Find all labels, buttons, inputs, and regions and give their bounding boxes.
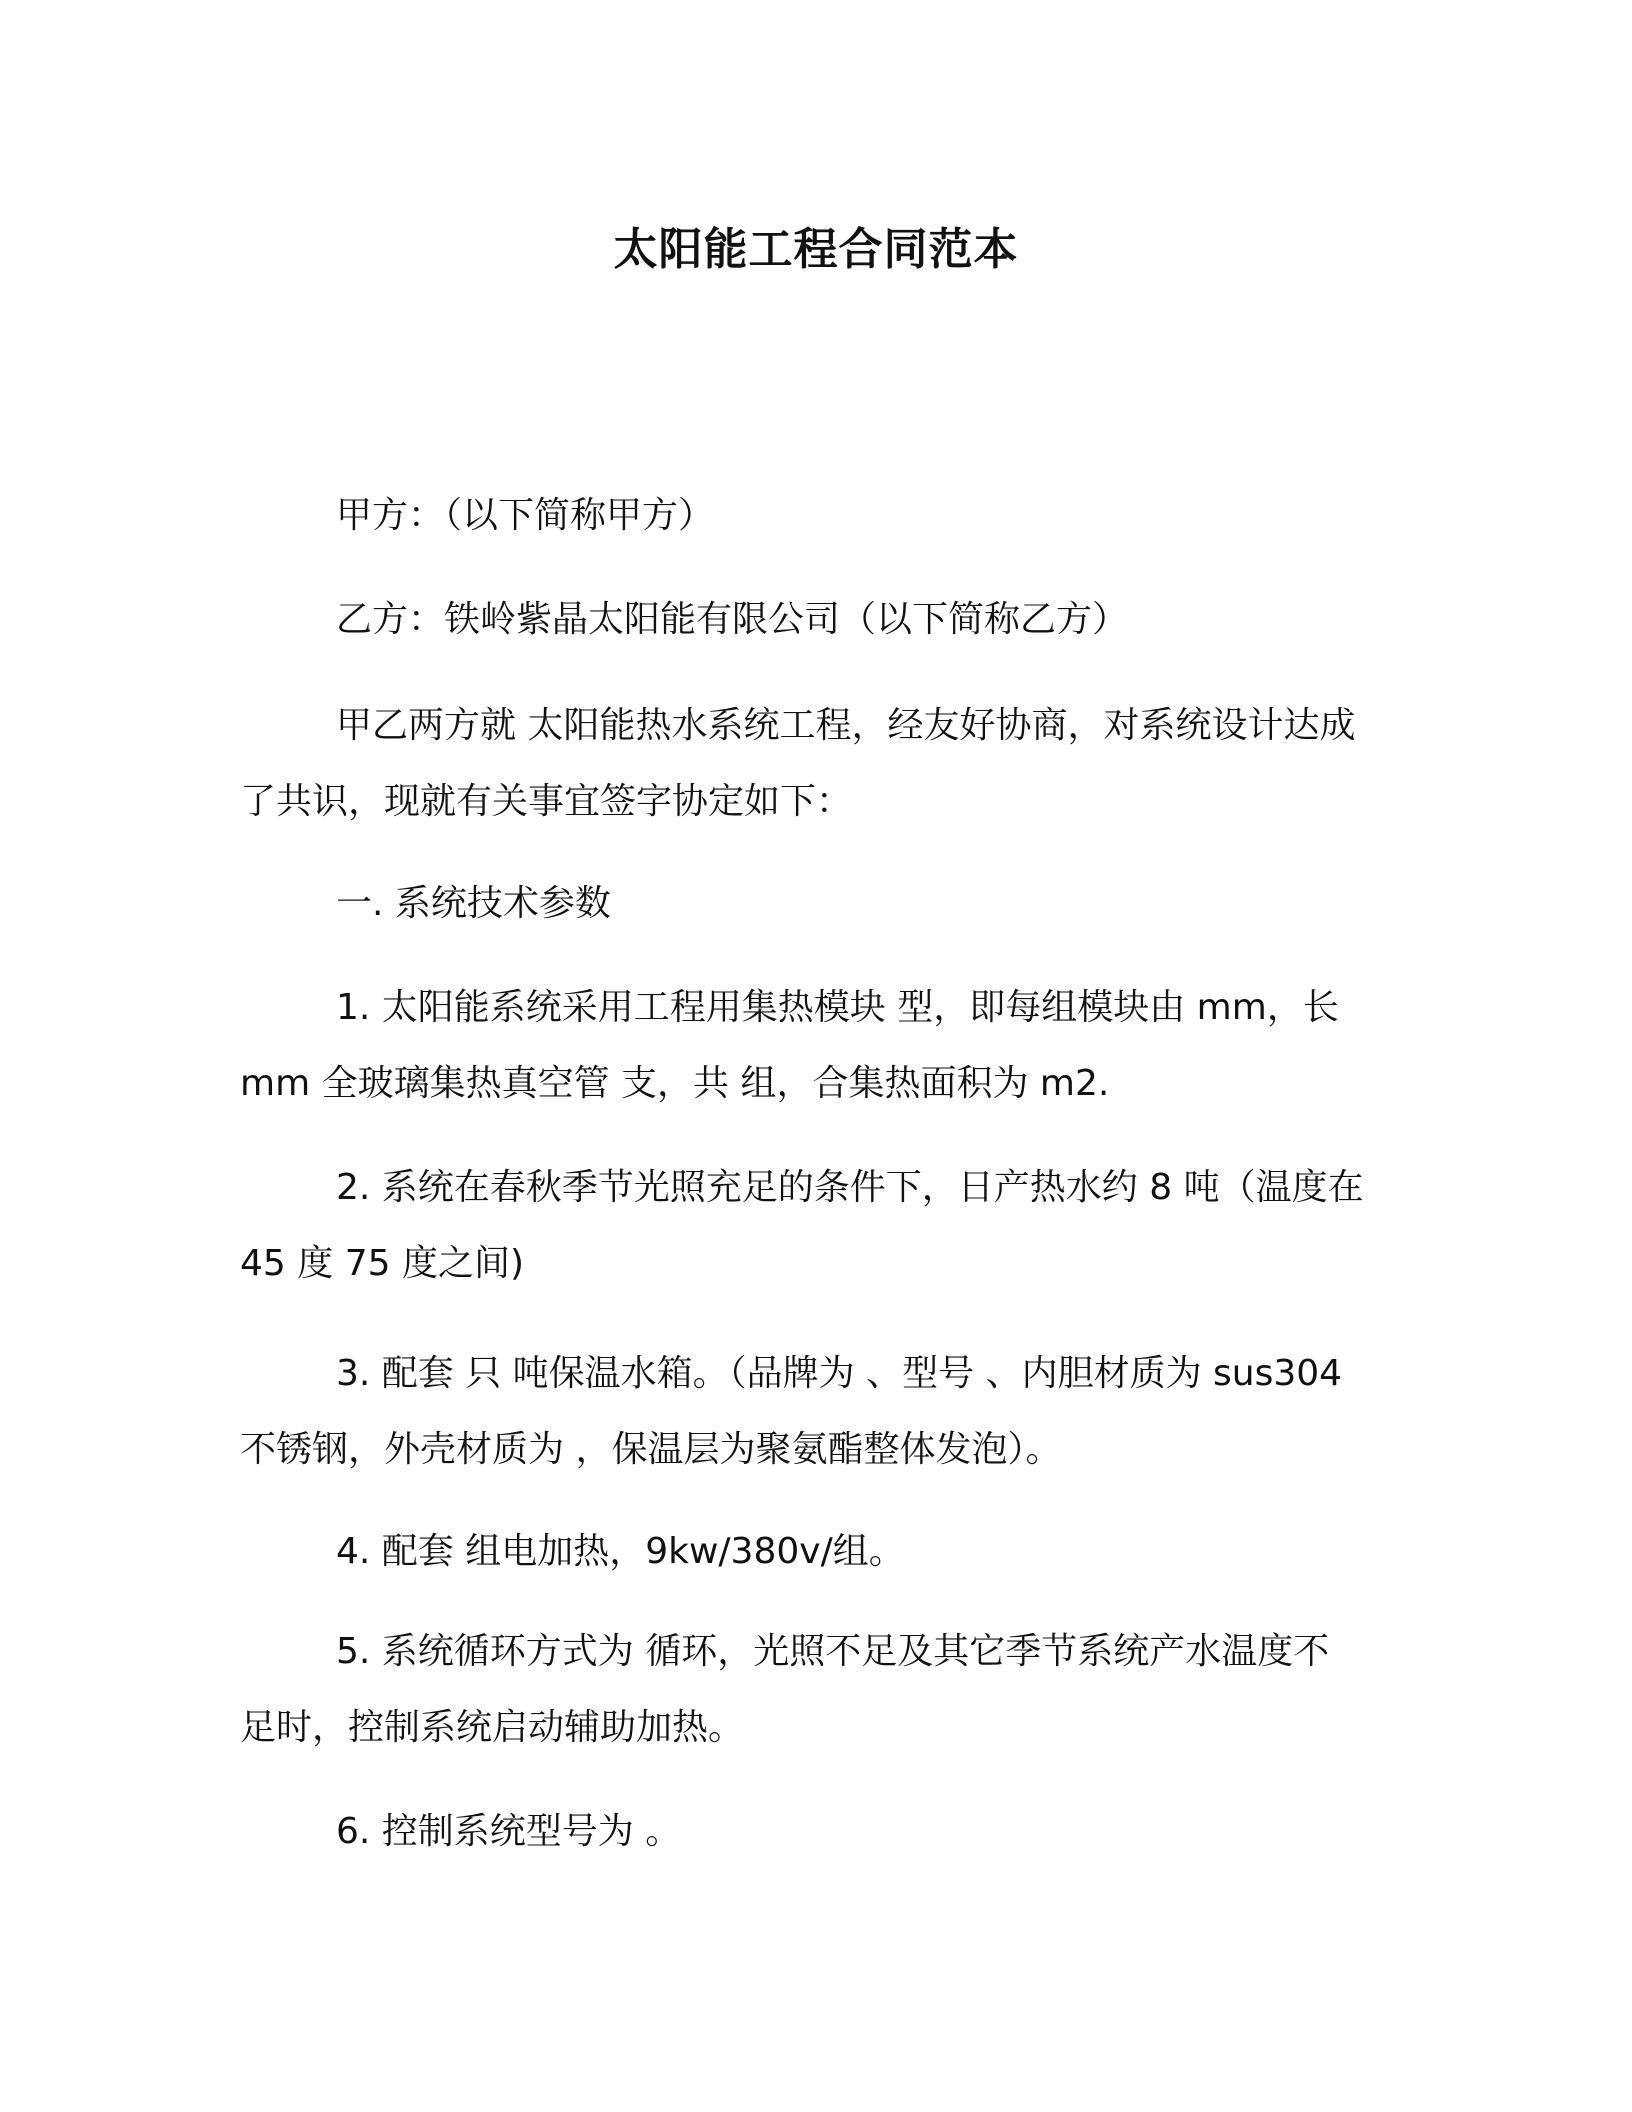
intro-line-1: 甲乙两方就 太阳能热水系统工程，经友好协商，对系统设计达成: [336, 705, 1356, 746]
section-1-heading: [240, 866, 1390, 942]
item-4-text: 4. 配套 组电加热，9kw/380v/组。: [336, 1531, 905, 1572]
item-2-line-2: 45 度 75 度之间): [240, 1243, 524, 1284]
item-6-paragraph: [240, 1794, 1390, 1870]
item-6-text: 6. 控制系统型号为 。: [336, 1811, 682, 1852]
party-a-line: [240, 478, 1390, 554]
intro-line-2: 了共识，现就有关事宜签字协定如下：: [240, 781, 853, 822]
item-1-paragraph: [240, 970, 1390, 1122]
item-4-paragraph: [240, 1514, 1390, 1590]
item-5-paragraph: [240, 1614, 1390, 1766]
party-b-line: [240, 582, 1390, 658]
item-2-line-1: 2. 系统在春秋季节光照充足的条件下，日产热水约 8 吨（温度在: [336, 1167, 1364, 1208]
item-3-line-2: 不锈钢，外壳材质为 ，保温层为聚氨酯整体发泡）。: [240, 1429, 1062, 1470]
section-1-heading-text: 一. 系统技术参数: [336, 883, 611, 924]
item-3-line-1: 3. 配套 只 吨保温水箱。（品牌为 、型号 、内胆材质为 sus304: [336, 1353, 1343, 1394]
document-title: 太阳能工程合同范本: [613, 224, 1019, 275]
party-a-text: 甲方：（以下简称甲方）: [336, 495, 715, 536]
item-1-line-2: mm 全玻璃集热真空管 支，共 组，合集热面积为 m2.: [240, 1063, 1110, 1104]
intro-paragraph: [240, 688, 1390, 840]
item-1-line-1: 1. 太阳能系统采用工程用集热模块 型，即每组模块由 mm，长: [336, 987, 1339, 1028]
item-5-line-1: 5. 系统循环方式为 循环，光照不足及其它季节系统产水温度不: [336, 1631, 1330, 1672]
item-3-paragraph: [240, 1336, 1390, 1488]
item-2-paragraph: [240, 1150, 1390, 1302]
party-b-text: 乙方：铁岭紫晶太阳能有限公司（以下简称乙方）: [336, 599, 1129, 640]
item-5-line-2: 足时，控制系统启动辅助加热。: [240, 1707, 745, 1748]
